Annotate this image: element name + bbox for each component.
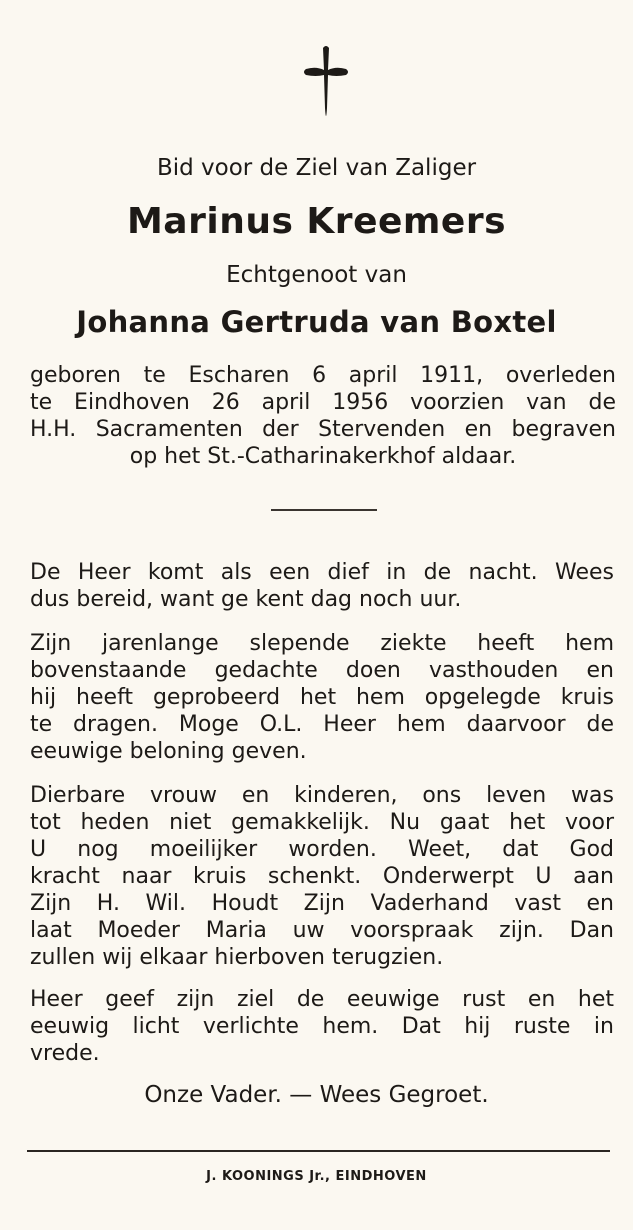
paragraph-line: Zijn H. Wil. Houdt Zijn Vaderhand vast en [30, 891, 614, 916]
deceased-name: Marinus Kreemers [126, 201, 507, 242]
details-line: H.H. Sacramenten der Stervenden en begraven [30, 417, 616, 442]
paragraph-line: Heer geef zijn ziel de eeuwige rust en het [30, 987, 614, 1012]
birth-death-details [30, 362, 616, 470]
details-line: geboren te Escharen 6 april 1911, overleden [30, 363, 616, 388]
short-divider [271, 509, 377, 511]
printer-imprint: J. KOONINGS Jr., EINDHOVEN [206, 1169, 427, 1184]
paragraph-line: Zijn jarenlange slepende ziekte heeft hem [30, 631, 614, 656]
intro-text: Bid voor de Ziel van Zaliger [156, 155, 477, 181]
paragraph-line: dus bereid, want ge kent dag noch uur. [30, 587, 462, 612]
paragraph-line: te dragen. Moge O.L. Heer hem daarvoor de [30, 712, 614, 737]
details-line: op het St.-Catharinakerkhof aldaar. [129, 444, 517, 469]
paragraph-line: De Heer komt als een dief in de nacht. Wees [30, 560, 614, 585]
spouse-name: Johanna Gertruda van Boxtel [76, 305, 557, 339]
paragraph-line: zullen wij elkaar hierboven terugzien. [30, 945, 444, 970]
paragraph-line: tot heden niet gemakkelijk. Nu gaat het voor [30, 810, 614, 835]
footer-rule [27, 1150, 610, 1152]
paragraph-2 [30, 630, 614, 765]
paragraph-3 [30, 782, 614, 971]
paragraph-line: eeuwige beloning geven. [30, 739, 307, 764]
cross-icon [296, 44, 356, 126]
closing-prayers: Onze Vader. — Wees Gegroet. [144, 1082, 489, 1108]
paragraph-line: hij heeft geprobeerd het hem opgelegde kruis [30, 685, 614, 710]
paragraph-line: kracht naar kruis schenkt. Onderwerpt U aan [30, 864, 614, 889]
paragraph-line: eeuwig licht verlichte hem. Dat hij ruste in [30, 1014, 614, 1039]
paragraph-1 [30, 559, 614, 613]
paragraph-4 [30, 986, 614, 1067]
details-line: te Eindhoven 26 april 1956 voorzien van de [30, 390, 616, 415]
relation-text: Echtgenoot van [226, 262, 407, 288]
paragraph-line: U nog moeilijker worden. Weet, dat God [30, 837, 614, 862]
paragraph-line: vrede. [30, 1041, 100, 1066]
paragraph-line: bovenstaande gedachte doen vasthouden en [30, 658, 614, 683]
paragraph-line: laat Moeder Maria uw voorspraak zijn. Dan [30, 918, 614, 943]
paragraph-line: Dierbare vrouw en kinderen, ons leven was [30, 783, 614, 808]
